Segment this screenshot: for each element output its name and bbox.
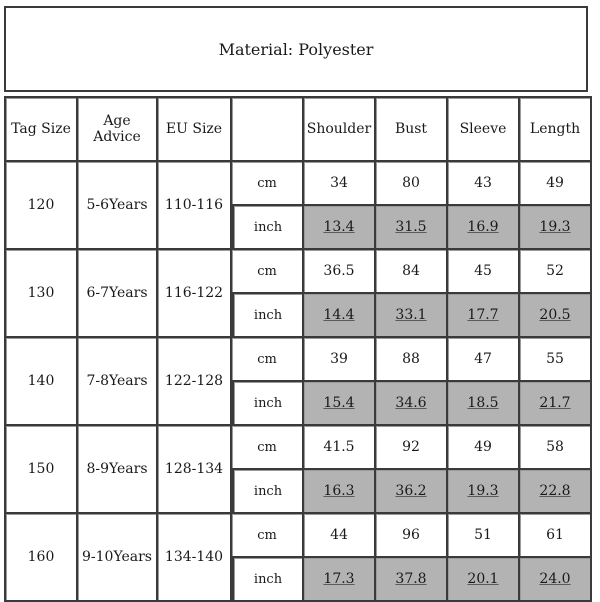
bust-inch-cell: 34.6 <box>376 382 448 426</box>
tag-size-cell: 140 <box>4 338 78 426</box>
header-shoulder: Shoulder <box>304 96 376 162</box>
eu-size-cell: 128-134 <box>158 426 232 514</box>
eu-size-cell: 134-140 <box>158 514 232 602</box>
age-advice-cell: 6-7Years <box>78 250 158 338</box>
length-inch-cell: 19.3 <box>520 206 592 250</box>
shoulder-inch-cell: 17.3 <box>304 558 376 602</box>
unit-cm-cell: cm <box>232 162 304 206</box>
header-age-advice: Age Advice <box>78 96 158 162</box>
sleeve-inch-cell: 16.9 <box>448 206 520 250</box>
bust-cm-cell: 92 <box>376 426 448 470</box>
eu-size-cell: 110-116 <box>158 162 232 250</box>
length-inch-cell: 21.7 <box>520 382 592 426</box>
length-cm-cell: 55 <box>520 338 592 382</box>
unit-cm-cell: cm <box>232 426 304 470</box>
length-inch-cell: 24.0 <box>520 558 592 602</box>
bust-cm-cell: 84 <box>376 250 448 294</box>
header-bust: Bust <box>376 96 448 162</box>
size-table <box>4 96 592 602</box>
eu-size-cell: 122-128 <box>158 338 232 426</box>
material-title <box>4 6 588 92</box>
shoulder-cm-cell: 44 <box>304 514 376 558</box>
bust-cm-cell: 88 <box>376 338 448 382</box>
length-cm-cell: 49 <box>520 162 592 206</box>
sleeve-inch-cell: 19.3 <box>448 470 520 514</box>
unit-inch-cell: inch <box>232 382 304 426</box>
length-cm-cell: 52 <box>520 250 592 294</box>
bust-inch-cell: 37.8 <box>376 558 448 602</box>
header-row <box>4 96 592 162</box>
length-inch-cell: 20.5 <box>520 294 592 338</box>
header-unit <box>232 96 304 162</box>
shoulder-cm-cell: 39 <box>304 338 376 382</box>
sleeve-inch-cell: 17.7 <box>448 294 520 338</box>
tag-size-cell: 130 <box>4 250 78 338</box>
size-row-cm <box>4 338 592 382</box>
sleeve-cm-cell: 51 <box>448 514 520 558</box>
unit-cm-cell: cm <box>232 250 304 294</box>
unit-cm-cell: cm <box>232 514 304 558</box>
bust-cm-cell: 96 <box>376 514 448 558</box>
unit-inch-cell: inch <box>232 558 304 602</box>
tag-size-cell: 120 <box>4 162 78 250</box>
length-inch-cell: 22.8 <box>520 470 592 514</box>
shoulder-inch-cell: 15.4 <box>304 382 376 426</box>
unit-inch-cell: inch <box>232 470 304 514</box>
size-row-cm <box>4 162 592 206</box>
unit-cm-cell: cm <box>232 338 304 382</box>
unit-inch-cell: inch <box>232 206 304 250</box>
length-cm-cell: 61 <box>520 514 592 558</box>
age-advice-cell: 9-10Years <box>78 514 158 602</box>
sleeve-cm-cell: 47 <box>448 338 520 382</box>
bust-inch-cell: 31.5 <box>376 206 448 250</box>
shoulder-inch-cell: 13.4 <box>304 206 376 250</box>
sleeve-cm-cell: 49 <box>448 426 520 470</box>
size-chart <box>4 6 592 596</box>
material-title-text: Material: Polyester <box>218 39 374 59</box>
bust-inch-cell: 33.1 <box>376 294 448 338</box>
size-row-cm <box>4 514 592 558</box>
size-row-cm <box>4 426 592 470</box>
sleeve-inch-cell: 20.1 <box>448 558 520 602</box>
shoulder-inch-cell: 14.4 <box>304 294 376 338</box>
length-cm-cell: 58 <box>520 426 592 470</box>
shoulder-inch-cell: 16.3 <box>304 470 376 514</box>
bust-cm-cell: 80 <box>376 162 448 206</box>
shoulder-cm-cell: 41.5 <box>304 426 376 470</box>
eu-size-cell: 116-122 <box>158 250 232 338</box>
sleeve-inch-cell: 18.5 <box>448 382 520 426</box>
header-eu-size: EU Size <box>158 96 232 162</box>
bust-inch-cell: 36.2 <box>376 470 448 514</box>
header-length: Length <box>520 96 592 162</box>
shoulder-cm-cell: 34 <box>304 162 376 206</box>
tag-size-cell: 150 <box>4 426 78 514</box>
age-advice-cell: 8-9Years <box>78 426 158 514</box>
age-advice-cell: 5-6Years <box>78 162 158 250</box>
unit-inch-cell: inch <box>232 294 304 338</box>
sleeve-cm-cell: 45 <box>448 250 520 294</box>
header-tag-size: Tag Size <box>4 96 78 162</box>
age-advice-cell: 7-8Years <box>78 338 158 426</box>
sleeve-cm-cell: 43 <box>448 162 520 206</box>
tag-size-cell: 160 <box>4 514 78 602</box>
header-sleeve: Sleeve <box>448 96 520 162</box>
shoulder-cm-cell: 36.5 <box>304 250 376 294</box>
size-row-cm <box>4 250 592 294</box>
